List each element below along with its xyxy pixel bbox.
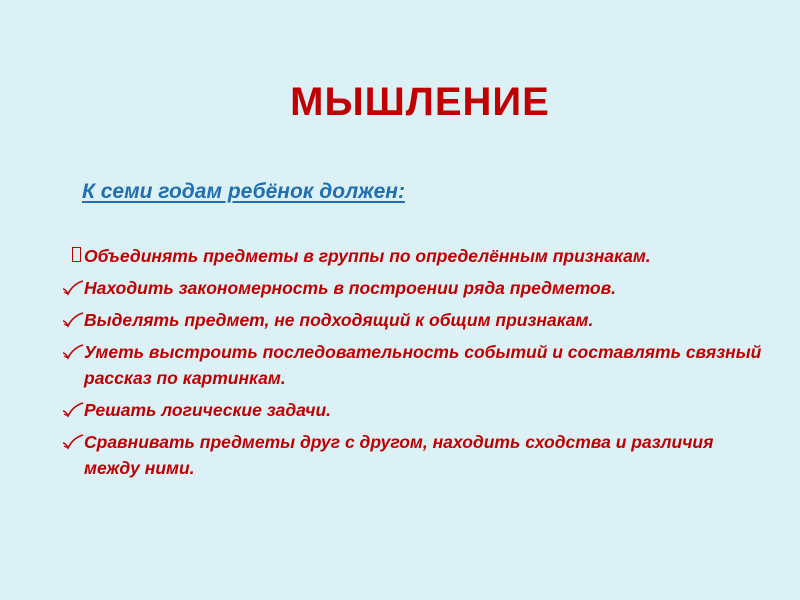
list-item <box>60 397 765 423</box>
list-item-text: Уметь выстроить последовательность событий и составлять связный рассказ по картинкам. <box>84 342 762 388</box>
list-item <box>60 429 765 481</box>
checkmark-icon <box>60 275 84 301</box>
list-item-text: Находить закономерность в построении ряда предметов. <box>84 278 617 298</box>
list-item <box>60 243 765 269</box>
requirements-list <box>60 243 765 487</box>
missing-glyph-icon <box>60 243 84 269</box>
checkmark-icon <box>60 339 84 365</box>
list-item-text: Сравнивать предметы друг с другом, находить сходства и различия между ними. <box>84 432 714 478</box>
checkmark-icon <box>60 307 84 333</box>
list-item <box>60 339 765 391</box>
slide-title: МЫШЛЕНИЕ <box>290 80 550 124</box>
checkmark-icon <box>60 397 84 423</box>
list-item <box>60 307 765 333</box>
list-item-text: Объединять предметы в группы по определённым признакам. <box>84 246 651 266</box>
list-item-text: Выделять предмет, не подходящий к общим признакам. <box>84 310 594 330</box>
list-item-text: Решать логические задачи. <box>84 400 331 420</box>
checkmark-icon <box>60 429 84 455</box>
list-item <box>60 275 765 301</box>
slide-subtitle: К семи годам ребёнок должен: <box>82 180 405 203</box>
